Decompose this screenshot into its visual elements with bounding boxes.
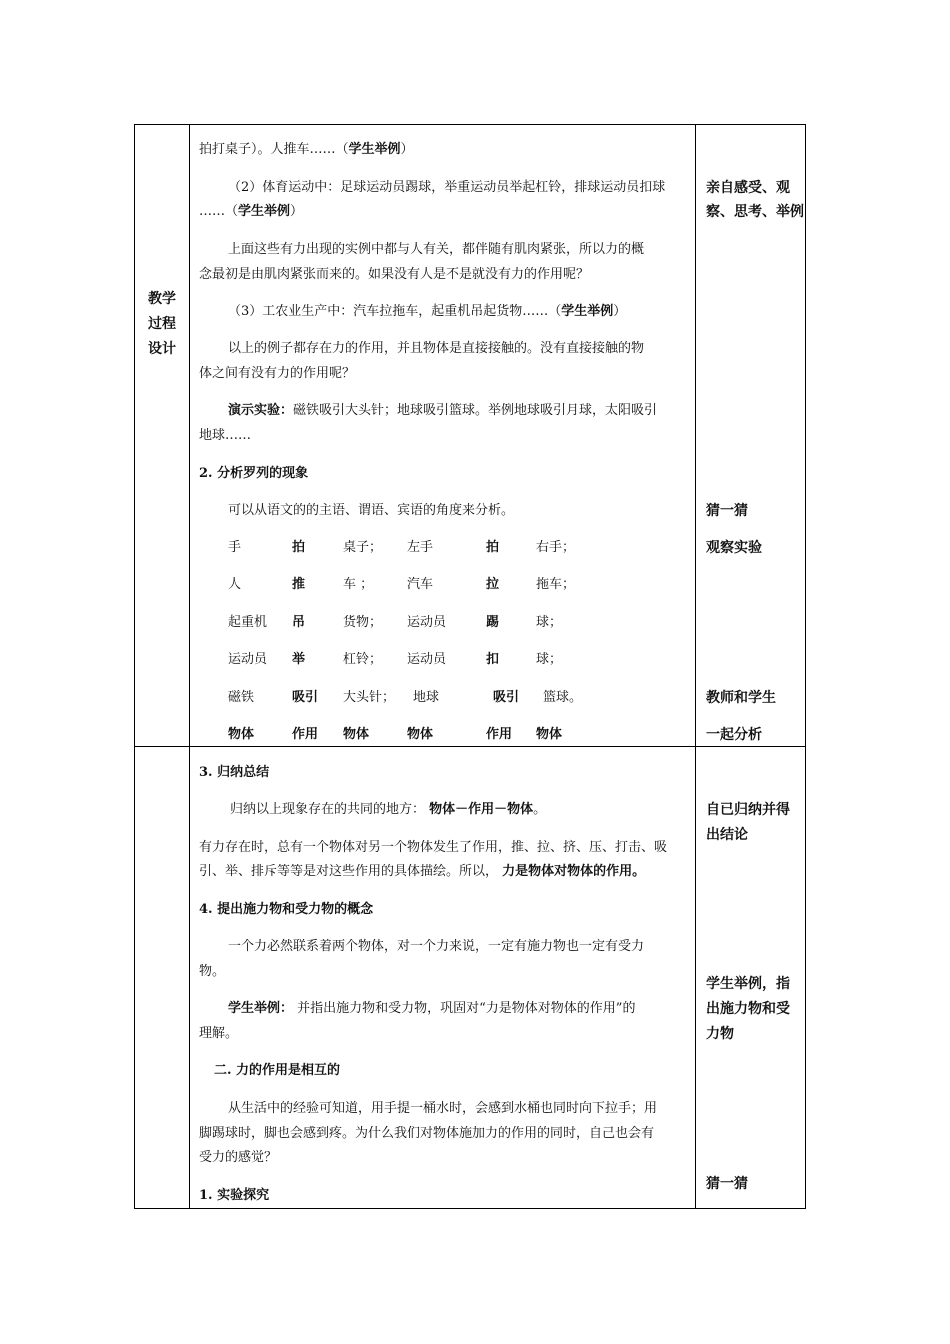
grammar-cell: 右手；	[536, 540, 576, 555]
grammar-cell: 篮球。	[543, 690, 583, 705]
grammar-cell: 推	[292, 577, 306, 592]
row-label-line-1: 教学	[148, 291, 176, 307]
grammar-cell: 球；	[536, 652, 563, 667]
paragraph-line: 念最初是由肌肉紧张而来的。如果没有人是不是就没有力的作用呢？	[199, 267, 590, 282]
paragraph-line: ……（学生举例）	[199, 204, 304, 219]
grammar-cell: 桌子；	[343, 540, 383, 555]
student-activity-note: 教师和学生	[706, 690, 776, 706]
student-activity-note: 学生举例，指	[706, 976, 790, 992]
grammar-cell: 车 ；	[343, 577, 374, 592]
grammar-cell: 扣	[486, 652, 500, 667]
paragraph-line: （2）体育运动中：足球运动员踢球，举重运动员举起杠铃，排球运动员扣球	[228, 180, 666, 195]
student-activity-note: 观察实验	[706, 540, 762, 556]
section-heading: 1. 实验探究	[199, 1188, 270, 1203]
paragraph-line: 受力的感觉？	[199, 1150, 278, 1165]
row-label-line-2: 过程	[148, 316, 176, 332]
grammar-cell: 踢	[486, 615, 500, 630]
column-divider-2	[695, 124, 696, 1209]
table-border-bottom	[134, 1208, 806, 1209]
grammar-cell: 人	[228, 577, 242, 592]
paragraph-line: 从生活中的经验可知道，用手提一桶水时，会感到水桶也同时向下拉手；用	[228, 1101, 658, 1116]
table-border-top	[134, 124, 806, 125]
section-heading: 2. 分析罗列的现象	[199, 466, 309, 481]
row-divider	[134, 746, 806, 747]
section-heading: 4. 提出施力物和受力物的概念	[199, 902, 374, 917]
paragraph-line: 归纳以上现象存在的共同的地方： 物体－作用－物体。	[230, 802, 547, 817]
grammar-cell: 物体	[407, 727, 434, 742]
grammar-cell: 手	[228, 540, 242, 555]
paragraph-line: 可以从语文的的主语、谓语、宾语的角度来分析。	[228, 503, 515, 518]
paragraph-line: 理解。	[199, 1026, 239, 1041]
student-activity-note: 察、思考、举例	[706, 204, 804, 220]
section-heading: 3. 归纳总结	[199, 765, 270, 780]
grammar-cell: 地球	[413, 690, 440, 705]
grammar-cell: 作用	[292, 727, 319, 742]
grammar-cell: 球；	[536, 615, 563, 630]
student-activity-note: 力物	[706, 1026, 734, 1042]
grammar-cell: 货物；	[343, 615, 383, 630]
student-activity-note: 猜一猜	[706, 503, 748, 519]
grammar-cell: 吊	[292, 615, 306, 630]
section-heading: 二. 力的作用是相互的	[214, 1063, 341, 1078]
paragraph-line: 地球……	[199, 428, 252, 443]
grammar-cell: 磁铁	[228, 690, 255, 705]
student-activity-note: 出结论	[706, 827, 748, 843]
grammar-cell: 汽车	[407, 577, 434, 592]
grammar-cell: 起重机	[228, 615, 268, 630]
grammar-cell: 物体	[228, 727, 255, 742]
paragraph-line: 以上的例子都存在力的作用，并且物体是直接接触的。没有直接接触的物	[228, 341, 645, 356]
grammar-cell: 大头针；	[343, 690, 396, 705]
grammar-cell: 拍	[292, 540, 306, 555]
paragraph-line: 上面这些有力出现的实例中都与人有关，都伴随有肌肉紧张，所以力的概	[228, 242, 645, 257]
grammar-cell: 杠铃；	[343, 652, 383, 667]
student-activity-note: 亲自感受、观	[706, 180, 790, 196]
paragraph-line: 引、举、排斥等等是对这些作用的具体描绘。所以， 力是物体对物体的作用。	[199, 864, 646, 879]
grammar-cell: 拉	[486, 577, 500, 592]
paragraph-line: （3）工农业生产中：汽车拉拖车，起重机吊起货物……（学生举例）	[228, 304, 627, 319]
grammar-cell: 运动员	[407, 615, 447, 630]
grammar-cell: 运动员	[407, 652, 447, 667]
grammar-cell: 吸引	[493, 690, 520, 705]
grammar-cell: 作用	[486, 727, 513, 742]
table-border-left	[134, 124, 135, 1209]
grammar-cell: 运动员	[228, 652, 268, 667]
grammar-cell: 吸引	[292, 690, 319, 705]
paragraph-line: 一个力必然联系着两个物体，对一个力来说，一定有施力物也一定有受力	[228, 939, 645, 954]
paragraph-line: 脚踢球时，脚也会感到疼。为什么我们对物体施加力的作用的同时，自己也会有	[199, 1126, 655, 1141]
grammar-cell: 物体	[536, 727, 563, 742]
paragraph-line: 演示实验：磁铁吸引大头针；地球吸引篮球。举例地球吸引月球，太阳吸引	[228, 403, 658, 418]
student-activity-note: 一起分析	[706, 727, 762, 743]
paragraph-line: 学生举例： 并指出施力物和受力物，巩固对“力是物体对物体的作用”的	[228, 1001, 636, 1016]
row-label-line-3: 设计	[148, 341, 176, 357]
table-border-right	[805, 124, 806, 1209]
student-activity-note: 出施力物和受	[706, 1001, 790, 1017]
grammar-cell: 物体	[343, 727, 370, 742]
paragraph-line: 体之间有没有力的作用呢？	[199, 366, 356, 381]
paragraph-line: 拍打桌子）。人推车……（学生举例）	[199, 142, 414, 157]
paragraph-line: 物。	[199, 964, 226, 979]
grammar-cell: 左手	[407, 540, 434, 555]
grammar-cell: 拍	[486, 540, 500, 555]
paragraph-line: 有力存在时，总有一个物体对另一个物体发生了作用，推、拉、挤、压、打击、吸	[199, 840, 668, 855]
column-divider-1	[189, 124, 190, 1209]
grammar-cell: 拖车；	[536, 577, 576, 592]
grammar-cell: 举	[292, 652, 306, 667]
student-activity-note: 自已归纳并得	[706, 802, 790, 818]
student-activity-note: 猜一猜	[706, 1176, 748, 1192]
